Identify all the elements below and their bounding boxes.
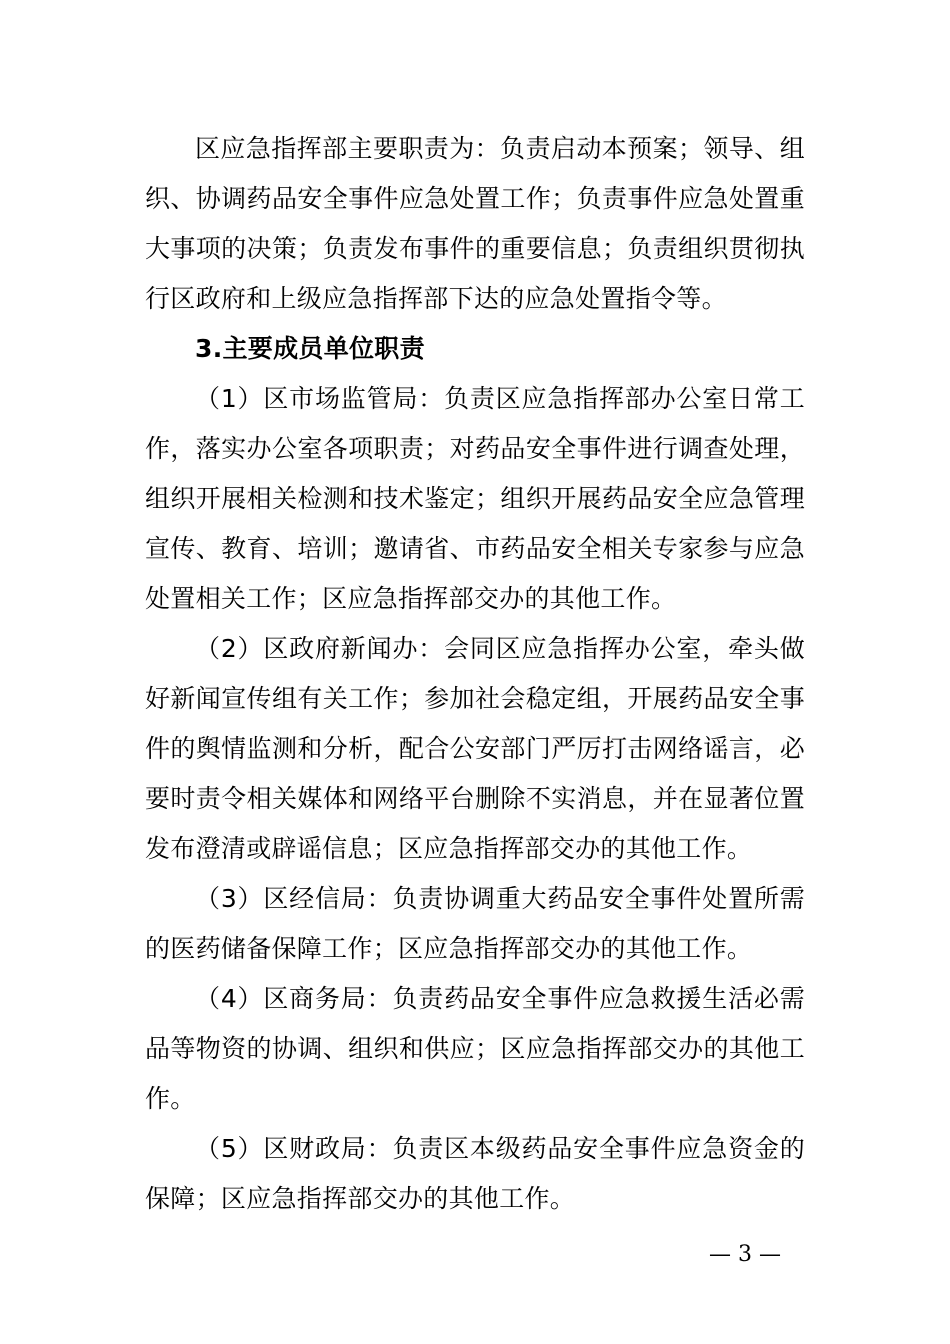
paragraph-market-supervision: （1）区市场监管局：负责区应急指挥部办公室日常工作，落实办公室各项职责；对药品安全事件进行调查处理，组织开展相关检测和技术鉴定；组织开展药品安全应急管理宣传、教育、培训；邀请省、市药品安全相关专家参与应急处置相关工作；区应急指挥部交办的其他工作。 [145,384,805,613]
paragraph-commerce: （4）区商务局：负责药品安全事件应急救援生活必需品等物资的协调、组织和供应；区应急指挥部交办的其他工作。 [145,984,805,1113]
document-body [145,124,805,1224]
paragraph-economy-info: （3）区经信局：负责协调重大药品安全事件处置所需的医药储备保障工作；区应急指挥部交办的其他工作。 [145,884,805,963]
paragraph-news-office: （2）区政府新闻办：会同区应急指挥办公室，牵头做好新闻宣传组有关工作；参加社会稳定组，开展药品安全事件的舆情监测和分析，配合公安部门严厉打击网络谣言，必要时责令相关媒体和网络平台删除不实消息，并在显著位置发布澄清或辟谣信息；区应急指挥部交办的其他工作。 [145,634,805,863]
page-number: — 3 — [709,1242,781,1267]
section-heading-member-duties: 3.主要成员单位职责 [195,334,425,363]
paragraph-finance: （5）区财政局：负责区本级药品安全事件应急资金的保障；区应急指挥部交办的其他工作。 [145,1134,805,1213]
paragraph-command-duties: 区应急指挥部主要职责为：负责启动本预案；领导、组织、协调药品安全事件应急处置工作；负责事件应急处置重大事项的决策；负责发布事件的重要信息；负责组织贯彻执行区政府和上级应急指挥部下达的应急处置指令等。 [145,134,805,313]
